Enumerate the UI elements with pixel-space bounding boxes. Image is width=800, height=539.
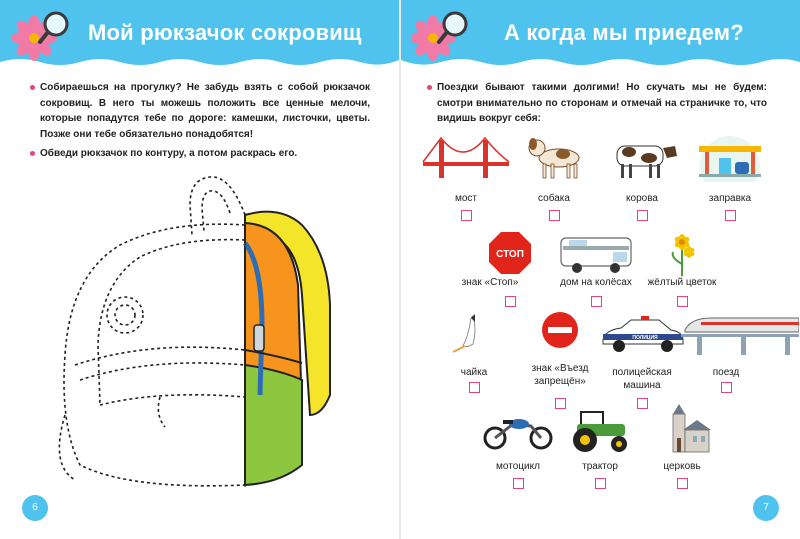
item-label: собака	[538, 193, 570, 204]
checkbox-bridge[interactable]	[461, 210, 472, 221]
instruction-item	[427, 80, 767, 127]
page-title: Мой рюкзачок сокровищ	[88, 20, 362, 45]
checkbox-tractor[interactable]	[595, 478, 606, 489]
instruction-text: Поездки бывают такими долгими! Но скучать мы не будем: смотри внимательно по сторонам и отмечай на страничке то, что видишь вокруг себя:	[437, 82, 767, 124]
flower-magnifier-icon	[411, 8, 473, 64]
checkbox-gas-station[interactable]	[725, 210, 736, 221]
item-label: чайка	[460, 367, 488, 378]
instruction-text: Обведи рюкзачок по контуру, а потом раскрась его.	[40, 148, 298, 159]
page-title: А когда мы приедем?	[504, 20, 744, 45]
backpack-illustration[interactable]	[40, 165, 360, 505]
motorhome-icon	[551, 228, 641, 278]
item-label: заправка	[708, 193, 752, 204]
bullet-dot	[30, 151, 35, 156]
item-label: корова	[626, 193, 658, 204]
gas-station-icon	[685, 132, 775, 182]
flower-magnifier-icon	[12, 8, 74, 64]
checkbox-stop-sign[interactable]	[505, 296, 516, 307]
bridge-icon	[421, 132, 511, 182]
instruction-item	[30, 80, 370, 142]
item-label: знак «Стоп»	[461, 277, 519, 288]
stop-sign-text: СТОП	[496, 249, 524, 260]
left-page	[0, 0, 399, 539]
checkbox-train[interactable]	[721, 382, 732, 393]
cow-icon	[597, 132, 687, 182]
instructions	[427, 80, 767, 131]
checkbox-motorhome[interactable]	[591, 296, 602, 307]
bullet-dot	[30, 85, 35, 90]
item-label: жёлтый цветок	[647, 277, 717, 288]
church-icon	[637, 404, 727, 454]
page-number: 6	[22, 495, 48, 521]
item-label: знак «Въезд запрещён»	[531, 363, 589, 387]
no-entry-sign-icon	[515, 308, 605, 358]
checkbox-cow[interactable]	[637, 210, 648, 221]
item-label: церковь	[663, 461, 701, 472]
motorcycle-icon	[473, 404, 563, 454]
police-car-text: ПОЛИЦИЯ	[632, 335, 658, 341]
instructions	[30, 80, 370, 166]
checkbox-church[interactable]	[677, 478, 688, 489]
police-car-icon	[597, 310, 687, 360]
instruction-item	[30, 146, 370, 162]
instruction-text: Собираешься на прогулку? Не забудь взять с собой рюкзачок сокровищ. В него ты можешь положить все ценные мелочи, которые попадутся тебе по дороге: камешки, листочки, цветы. Позже они тебе обязательно понадобятся!	[40, 82, 370, 140]
checkbox-seagull[interactable]	[469, 382, 480, 393]
train-icon	[681, 306, 799, 356]
tractor-icon	[555, 404, 645, 454]
checkbox-dog[interactable]	[549, 210, 560, 221]
page-number: 7	[753, 495, 779, 521]
item-label: полицейская машина	[612, 367, 672, 391]
right-page	[401, 0, 800, 539]
item-label: поезд	[712, 367, 740, 378]
item-label: трактор	[582, 461, 618, 472]
dog-icon	[509, 132, 599, 182]
seagull-icon	[429, 310, 519, 360]
item-label: дом на колёсах	[560, 277, 632, 288]
stop-sign-icon	[465, 228, 555, 278]
yellow-flower-icon	[637, 228, 727, 278]
item-label: мотоцикл	[496, 461, 540, 472]
item-label: мост	[454, 193, 478, 204]
checkbox-motorcycle[interactable]	[513, 478, 524, 489]
bullet-dot	[427, 85, 432, 90]
